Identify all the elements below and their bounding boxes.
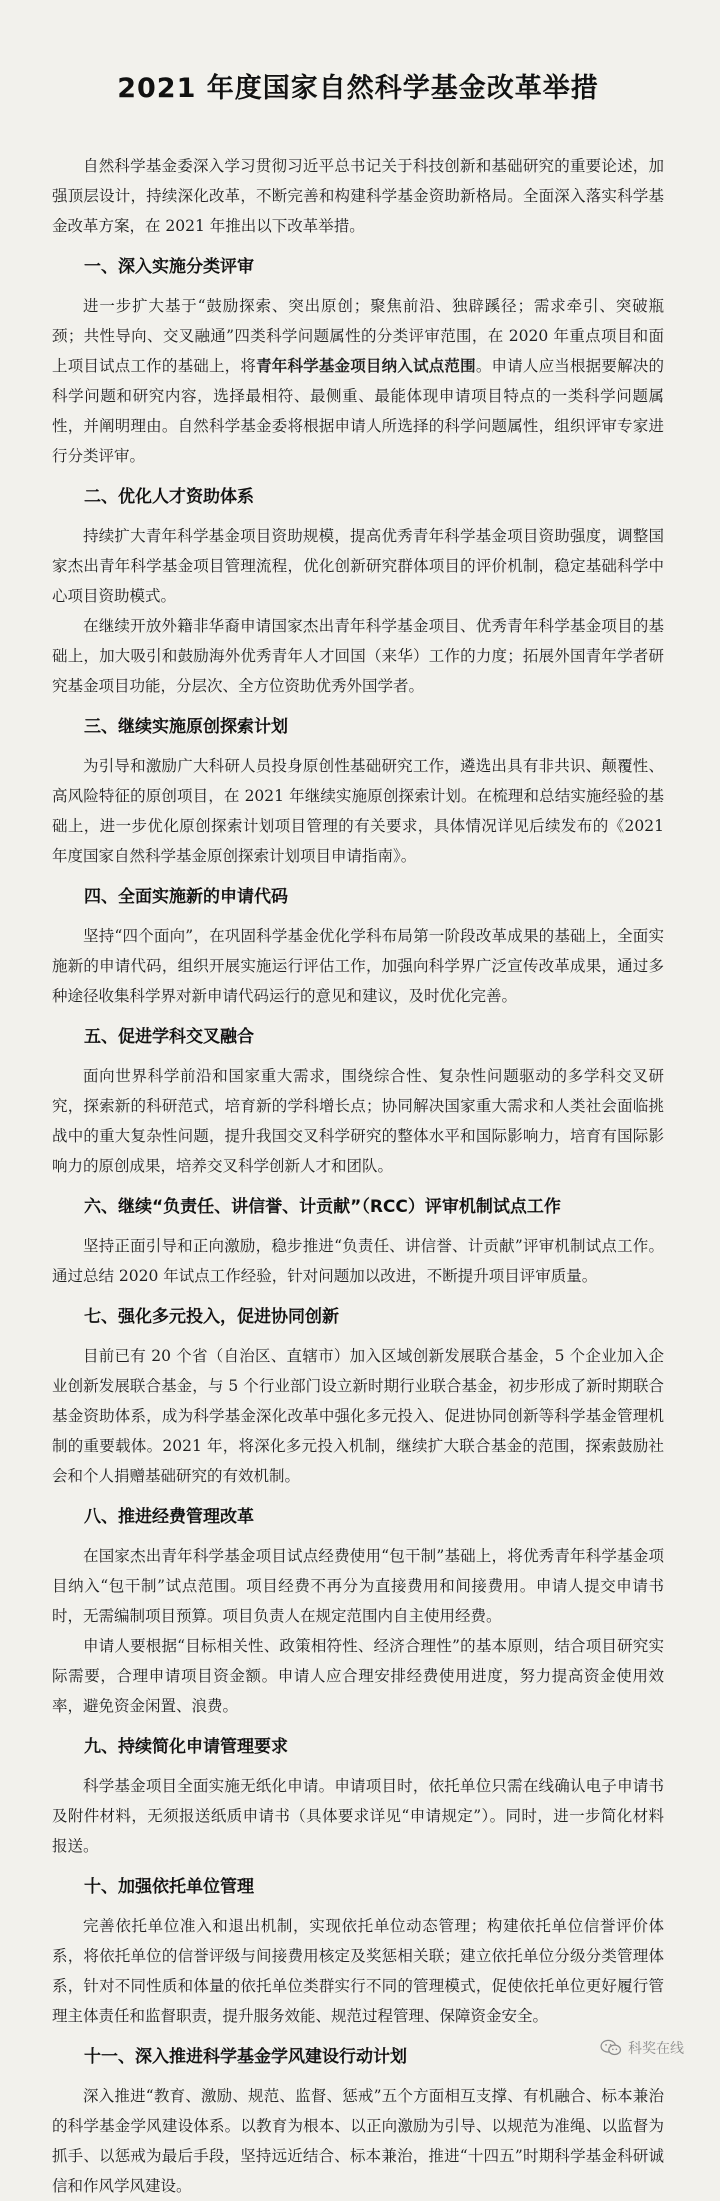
section-paragraph: 在国家杰出青年科学基金项目试点经费使用“包干制”基础上，将优秀青年科学基金项目纳入“包干制”试点范围。项目经费不再分为直接费用和间接费用。申请人提交申请书时，无需编制项目预算。项目负责人在规定范围内自主使用经费。 bbox=[52, 1547, 664, 1625]
section-paragraph: 申请人要根据“目标相关性、政策相符性、经济合理性”的基本原则，结合项目研究实际需要，合理申请项目资金额。申请人应合理安排经费使用进度，努力提高资金使用效率，避免资金闲置、浪费。 bbox=[52, 1637, 664, 1715]
section-heading: 二、优化人才资助体系 bbox=[84, 487, 254, 507]
section-heading: 六、继续“负责任、讲信誉、计贡献”（RCC）评审机制试点工作 bbox=[84, 1197, 561, 1217]
section-heading: 七、强化多元投入，促进协同创新 bbox=[84, 1307, 339, 1327]
section-paragraph: 面向世界科学前沿和国家重大需求，围绕综合性、复杂性问题驱动的多学科交叉研究，探索新的科研范式，培育新的学科增长点；协同解决国家重大需求和人类社会面临挑战中的重大复杂性问题，提升我国交叉科学研究的整体水平和国际影响力，培育有国际影响力的原创成果，培养交叉科学创新人才和团队。 bbox=[52, 1067, 664, 1175]
section-paragraph: 深入推进“教育、激励、规范、监督、惩戒”五个方面相互支撑、有机融合、标本兼治的科学基金学风建设体系。以教育为根本、以正向激励为引导、以规范为准绳、以监督为抓手、以惩戒为最后手段，坚持远近结合、标本兼治，推进“十四五”时期科学基金科研诚信和作风学风建设。 bbox=[52, 2087, 664, 2195]
section-heading: 四、全面实施新的申请代码 bbox=[84, 887, 288, 907]
watermark bbox=[600, 2038, 684, 2058]
section-paragraph: 坚持正面引导和正向激励，稳步推进“负责任、讲信誉、计贡献”评审机制试点工作。通过总结 2020 年试点工作经验，针对问题加以改进，不断提升项目评审质量。 bbox=[52, 1237, 664, 1285]
section-paragraph: 为引导和激励广大科研人员投身原创性基础研究工作，遴选出具有非共识、颠覆性、高风险特征的原创项目，在 2021 年继续实施原创探索计划。在梳理和总结实施经验的基础上，进一步优化原创探索计划项目管理的有关要求，具体情况详见后续发布的《2021 年度国家自然科学基金原创探索计划项目申请指南》。 bbox=[52, 757, 664, 865]
page-title: 2021 年度国家自然科学基金改革举措 bbox=[117, 73, 599, 104]
section-heading: 一、深入实施分类评审 bbox=[84, 257, 254, 277]
section-paragraph: 坚持“四个面向”，在巩固科学基金优化学科布局第一阶段改革成果的基础上，全面实施新的申请代码，组织开展实施运行评估工作，加强向科学界广泛宣传改革成果，通过多种途径收集科学界对新申请代码运行的意见和建议，及时优化完善。 bbox=[52, 927, 664, 1005]
highlighted-phrase: 青年科学基金项目纳入试点范围 bbox=[256, 356, 476, 375]
watermark-text: 科奖在线 bbox=[628, 2041, 684, 2057]
section-paragraph: 在继续开放外籍非华裔申请国家杰出青年科学基金项目、优秀青年科学基金项目的基础上，加大吸引和鼓励海外优秀青年人才回国（来华）工作的力度；拓展外国青年学者研究基金项目功能，分层次、全方位资助优秀外国学者。 bbox=[52, 617, 664, 695]
intro-paragraph: 自然科学基金委深入学习贯彻习近平总书记关于科技创新和基础研究的重要论述，加强顶层设计，持续深化改革，不断完善和构建科学基金资助新格局。全面深入落实科学基金改革方案，在 2021 年推出以下改革举措。 bbox=[52, 157, 664, 235]
section-heading: 三、继续实施原创探索计划 bbox=[84, 717, 288, 737]
section-paragraph: 目前已有 20 个省（自治区、直辖市）加入区域创新发展联合基金，5 个企业加入企业创新发展联合基金，与 5 个行业部门设立新时期行业联合基金，初步形成了新时期联合基金资助体系，成为科学基金深化改革中强化多元投入、促进协同创新等科学基金管理机制的重要载体。2021 年，将深化多元投入机制，继续扩大联合基金的范围，探索鼓励社会和个人捐赠基础研究的有效机制。 bbox=[52, 1347, 664, 1485]
section-heading: 十一、深入推进科学基金学风建设行动计划 bbox=[84, 2047, 407, 2067]
sections-container bbox=[52, 247, 664, 2201]
section-paragraph: 完善依托单位准入和退出机制，实现依托单位动态管理；构建依托单位信誉评价体系，将依托单位的信誉评级与间接费用核定及奖惩相关联；建立依托单位分级分类管理体系，针对不同性质和体量的依托单位类群实行不同的管理模式，促使依托单位更好履行管理主体责任和监督职责，提升服务效能、规范过程管理、保障资金安全。 bbox=[52, 1917, 664, 2025]
section-paragraph: 科学基金项目全面实施无纸化申请。申请项目时，依托单位只需在线确认电子申请书及附件材料，无须报送纸质申请书（具体要求详见“申请规定”）。同时，进一步简化材料报送。 bbox=[52, 1777, 664, 1855]
section-heading: 八、推进经费管理改革 bbox=[84, 1507, 254, 1527]
section-paragraph: 持续扩大青年科学基金项目资助规模，提高优秀青年科学基金项目资助强度，调整国家杰出青年科学基金项目管理流程，优化创新研究群体项目的评价机制，稳定基础科学中心项目资助模式。 bbox=[52, 527, 664, 605]
section-heading: 十、加强依托单位管理 bbox=[84, 1877, 254, 1897]
section-heading: 九、持续简化申请管理要求 bbox=[84, 1737, 288, 1757]
wechat-icon bbox=[600, 2039, 622, 2057]
section-paragraph: 进一步扩大基于“鼓励探索、突出原创；聚焦前沿、独辟蹊径；需求牵引、突破瓶颈；共性导向、交叉融通”四类科学问题属性的分类评审范围，在 2020 年重点项目和面上项目试点工作的基础上，将青年科学基金项目纳入试点范围。申请人应当根据要解决的科学问题和研究内容，选择最相符、最侧重、最能体现申请项目特点的一类科学问题属性，并阐明理由。自然科学基金委将根据申请人所选择的科学问题属性，组织评审专家进行分类评审。 bbox=[52, 297, 664, 465]
intro-block bbox=[52, 151, 664, 241]
section-heading: 五、促进学科交叉融合 bbox=[84, 1027, 254, 1047]
